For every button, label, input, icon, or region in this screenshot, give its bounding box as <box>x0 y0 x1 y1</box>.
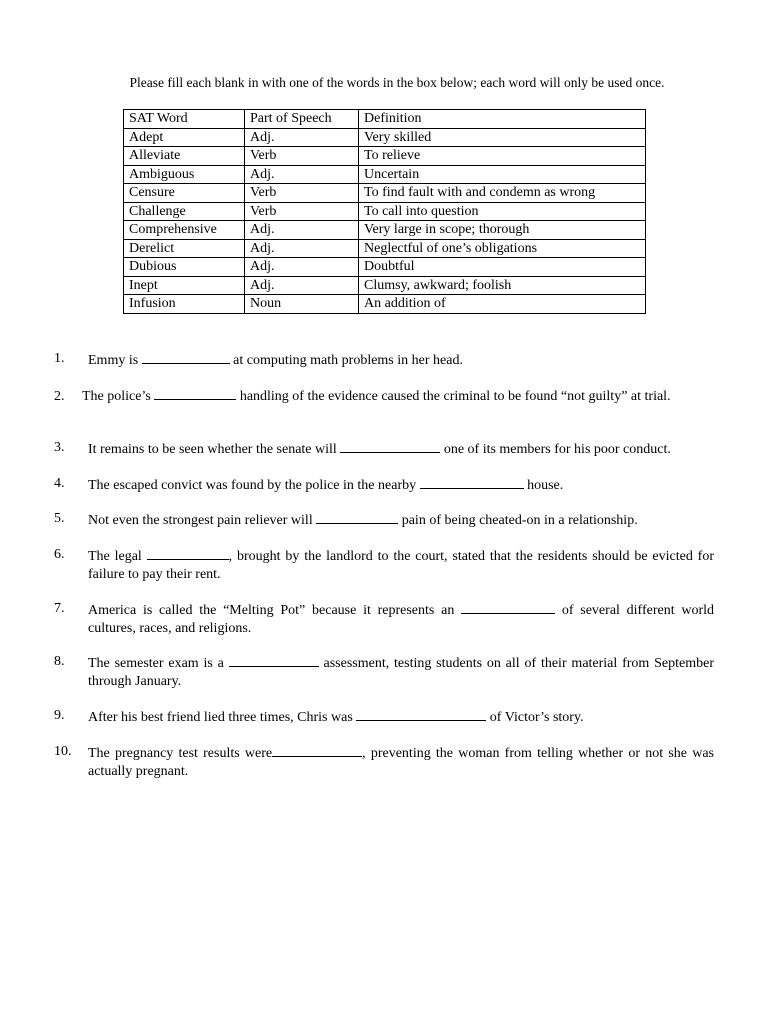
pos-cell: Verb <box>245 202 359 221</box>
table-row <box>124 276 646 295</box>
question-4 <box>54 475 714 495</box>
pos-cell: Verb <box>245 184 359 203</box>
question-7 <box>54 600 714 638</box>
question-8 <box>54 653 714 691</box>
definition-cell: Very skilled <box>359 128 646 147</box>
header-part-of-speech: Part of Speech <box>245 110 359 129</box>
answer-blank[interactable] <box>272 743 362 757</box>
definition-cell: An addition of <box>359 295 646 314</box>
vocabulary-table <box>123 109 646 314</box>
word-cell: Alleviate <box>124 147 245 166</box>
pos-cell: Adj. <box>245 128 359 147</box>
answer-blank[interactable] <box>229 653 319 667</box>
definition-cell: Very large in scope; thorough <box>359 221 646 240</box>
question-3 <box>54 439 714 459</box>
table-row <box>124 202 646 221</box>
question-text: America is called the “Melting Pot” because it represents an of several different world cultures, races, and religions. <box>88 600 714 638</box>
word-cell: Challenge <box>124 202 245 221</box>
table-row <box>124 128 646 147</box>
header-sat-word: SAT Word <box>124 110 245 129</box>
question-number: 9. <box>54 708 65 723</box>
pos-cell: Adj. <box>245 221 359 240</box>
question-text: The semester exam is a assessment, testing students on all of their material from September through January. <box>88 653 714 691</box>
question-number: 2. <box>54 389 65 404</box>
instructions: Please fill each blank in with one of the words in the box below; each word will only be used once. <box>129 75 665 90</box>
question-number: 3. <box>54 440 65 455</box>
pos-cell: Adj. <box>245 276 359 295</box>
table-row <box>124 221 646 240</box>
question-1 <box>54 350 463 370</box>
answer-blank[interactable] <box>340 439 440 453</box>
table-row <box>124 147 646 166</box>
question-number: 6. <box>54 547 65 562</box>
word-cell: Infusion <box>124 295 245 314</box>
answer-blank[interactable] <box>420 475 524 489</box>
question-text: After his best friend lied three times, Chris was of Victor’s story. <box>88 707 714 727</box>
pos-cell: Adj. <box>245 239 359 258</box>
question-text: Emmy is at computing math problems in her head. <box>88 350 463 370</box>
question-text: It remains to be seen whether the senate will one of its members for his poor conduct. <box>88 439 714 459</box>
definition-cell: Clumsy, awkward; foolish <box>359 276 646 295</box>
word-cell: Comprehensive <box>124 221 245 240</box>
question-number: 7. <box>54 601 65 616</box>
question-number: 5. <box>54 511 65 526</box>
word-cell: Inept <box>124 276 245 295</box>
definition-cell: To call into question <box>359 202 646 221</box>
pos-cell: Adj. <box>245 258 359 277</box>
definition-cell: Uncertain <box>359 165 646 184</box>
question-number: 1. <box>54 351 65 366</box>
answer-blank[interactable] <box>154 386 236 400</box>
answer-blank[interactable] <box>356 707 486 721</box>
word-cell: Dubious <box>124 258 245 277</box>
question-text: The pregnancy test results were , preventing the woman from telling whether or not she was actually pregnant. <box>88 743 714 781</box>
answer-blank[interactable] <box>316 510 398 524</box>
question-text: The escaped convict was found by the police in the nearby house. <box>88 475 714 495</box>
pos-cell: Adj. <box>245 165 359 184</box>
word-cell: Ambiguous <box>124 165 245 184</box>
question-10 <box>54 743 714 781</box>
word-cell: Derelict <box>124 239 245 258</box>
question-text: Not even the strongest pain reliever will pain of being cheated-on in a relationship. <box>88 510 714 530</box>
definition-cell: Neglectful of one’s obligations <box>359 239 646 258</box>
question-2: 2. The police’s handling of the evidence caused the criminal to be found “not guilty” at trial. <box>54 386 714 406</box>
question-number: 8. <box>54 654 65 669</box>
question-5 <box>54 510 714 530</box>
definition-cell: Doubtful <box>359 258 646 277</box>
header-definition: Definition <box>359 110 646 129</box>
question-9 <box>54 707 714 727</box>
question-6 <box>54 546 714 584</box>
question-number: 10. <box>54 744 72 759</box>
table-row <box>124 165 646 184</box>
word-cell: Adept <box>124 128 245 147</box>
answer-blank[interactable] <box>461 600 555 614</box>
definition-cell: To find fault with and condemn as wrong <box>359 184 646 203</box>
question-number: 4. <box>54 476 65 491</box>
table-header-row <box>124 110 646 129</box>
answer-blank[interactable] <box>142 350 230 364</box>
table-row <box>124 184 646 203</box>
definition-cell: To relieve <box>359 147 646 166</box>
table-row <box>124 295 646 314</box>
table-row <box>124 258 646 277</box>
pos-cell: Noun <box>245 295 359 314</box>
pos-cell: Verb <box>245 147 359 166</box>
word-cell: Censure <box>124 184 245 203</box>
question-text: The legal , brought by the landlord to the court, stated that the residents should be evicted for failure to pay their rent. <box>88 546 714 584</box>
answer-blank[interactable] <box>147 546 229 560</box>
table-row <box>124 239 646 258</box>
